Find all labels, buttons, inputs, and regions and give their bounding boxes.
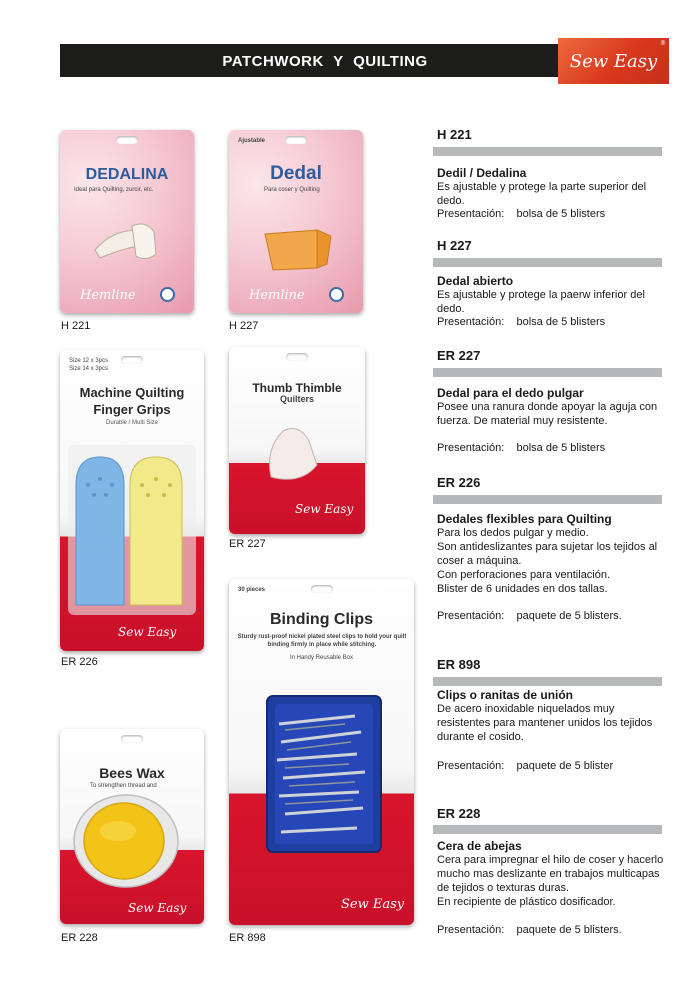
product-code: H 227 — [437, 238, 472, 253]
caption-h221: H 221 — [61, 320, 91, 332]
quality-seal-icon — [160, 287, 175, 302]
section-divider — [433, 368, 662, 377]
package-size-2: Size 14 x 3pcs — [69, 366, 109, 372]
package-brand: Sew Easy — [341, 897, 405, 912]
section-divider — [433, 147, 662, 156]
product-description: De acero inoxidable niquelados muy resistentes para mantener unidos los tejidos durante el cosido. — [437, 703, 653, 743]
hang-hole — [116, 136, 138, 144]
package-subtitle: Quilters — [279, 394, 314, 404]
product-description: Posee una ranura donde apoyar la aguja con fuerza. De material muy resistente. — [437, 401, 658, 427]
package-subtitle: Para coser y Quilting — [264, 187, 320, 193]
product-presentation: Presentación: paquete de 5 blisters. — [437, 610, 622, 622]
caption-er227: ER 227 — [229, 538, 266, 550]
product-code: ER 228 — [437, 806, 481, 821]
package-size-1: Size 12 x 3pcs — [69, 358, 109, 364]
product-title: Cera de abejas — [437, 839, 522, 853]
package-subtitle: Durable / Multi Size — [105, 420, 159, 426]
package-brand: Sew Easy — [295, 502, 354, 516]
registered-mark: ® — [660, 40, 666, 47]
caption-er226: ER 226 — [61, 656, 98, 668]
caption-er898: ER 898 — [229, 932, 266, 944]
package-subtitle: To strengthen thread and — [90, 783, 157, 789]
caption-h227: H 227 — [229, 320, 259, 332]
hang-hole — [286, 353, 308, 361]
product-description: Es ajustable y protege la paerw inferior del dedo. — [437, 289, 645, 315]
finger-grips-icon — [68, 445, 196, 615]
thumb-thimble-icon — [259, 419, 329, 489]
product-card-h227 — [229, 130, 363, 313]
package-brand: Hemline — [249, 288, 305, 303]
product-presentation: Presentación: bolsa de 5 blisters — [437, 208, 606, 220]
quality-seal-icon — [329, 287, 344, 302]
section-divider — [433, 258, 662, 267]
product-presentation: Presentación: paquete de 5 blister — [437, 760, 614, 772]
logo-text: Sew Easy — [569, 50, 658, 72]
product-card-er227 — [229, 347, 365, 534]
hang-hole — [121, 356, 143, 364]
product-title: Dedil / Dedalina — [437, 166, 527, 180]
product-title: Clips o ranitas de unión — [437, 688, 574, 702]
package-title: DEDALINA — [85, 166, 169, 183]
sew-easy-logo — [558, 38, 669, 84]
product-card-h221 — [60, 130, 194, 313]
product-title: Dedales flexibles para Quilting — [437, 512, 612, 526]
product-code: ER 226 — [437, 475, 481, 490]
binding-clips-box-icon — [265, 694, 383, 854]
hang-hole — [311, 585, 333, 593]
section-divider — [433, 495, 662, 504]
package-title: Binding Clips — [269, 611, 374, 628]
product-presentation: Presentación: bolsa de 5 blisters — [437, 316, 606, 328]
package-title: Thumb Thimble — [252, 381, 342, 395]
product-title: Dedal abierto — [437, 274, 514, 288]
package-brand: Hemline — [80, 288, 136, 303]
open-thimble-icon — [257, 220, 337, 275]
package-title-line-1: Machine Quilting — [79, 385, 185, 400]
product-card-er898 — [229, 579, 414, 925]
hang-hole — [285, 136, 307, 144]
product-description: Es ajustable y protege la parte superior del dedo. — [437, 181, 647, 207]
product-presentation: Presentación: paquete de 5 blisters. — [437, 924, 622, 936]
hang-hole — [121, 735, 143, 743]
page-title: PATCHWORK Y QUILTING — [222, 53, 428, 70]
package-title: Bees Wax — [99, 765, 165, 781]
product-description: Para los dedos pulgar y medio. Son antideslizantes para sujetar los tejidos al coser a máquina. Con perforaciones para ventilación. Blister de 6 unidades en dos tallas. — [437, 527, 658, 595]
package-tag: Ajustable — [238, 138, 266, 144]
package-title-line-2: Finger Grips — [93, 402, 171, 417]
product-code: ER 898 — [437, 657, 481, 672]
section-divider — [433, 825, 662, 834]
section-divider — [433, 677, 662, 686]
dedil-thimble-icon — [90, 210, 170, 270]
package-brand: Sew Easy — [118, 625, 177, 639]
product-title: Dedal para el dedo pulgar — [437, 386, 584, 400]
beeswax-disc-icon — [72, 789, 184, 893]
product-code: H 221 — [437, 127, 472, 142]
package-title: Dedal — [270, 163, 322, 184]
caption-er228: ER 228 — [61, 932, 98, 944]
package-subtitle: Ideal para Quilting, zurcir, etc. — [74, 187, 154, 193]
product-description: Cera para impregnar el hilo de coser y hacerlo mucho mas deslizante en trabajos multicapas de tejidos o texturas duras. En recipiente de plástico dosificador. — [437, 854, 664, 908]
package-note: In Handy Reusable Box — [289, 655, 354, 661]
package-description: Sturdy rust-proof nickel plated steel clips to hold your quilt binding firmly in place while stitching. — [237, 634, 407, 648]
product-card-er228 — [60, 729, 204, 924]
product-presentation: Presentación: bolsa de 5 blisters — [437, 442, 606, 454]
package-brand: Sew Easy — [128, 901, 187, 915]
package-tag: 30 pieces — [238, 587, 266, 593]
product-code: ER 227 — [437, 348, 481, 363]
product-card-er226 — [60, 350, 204, 651]
